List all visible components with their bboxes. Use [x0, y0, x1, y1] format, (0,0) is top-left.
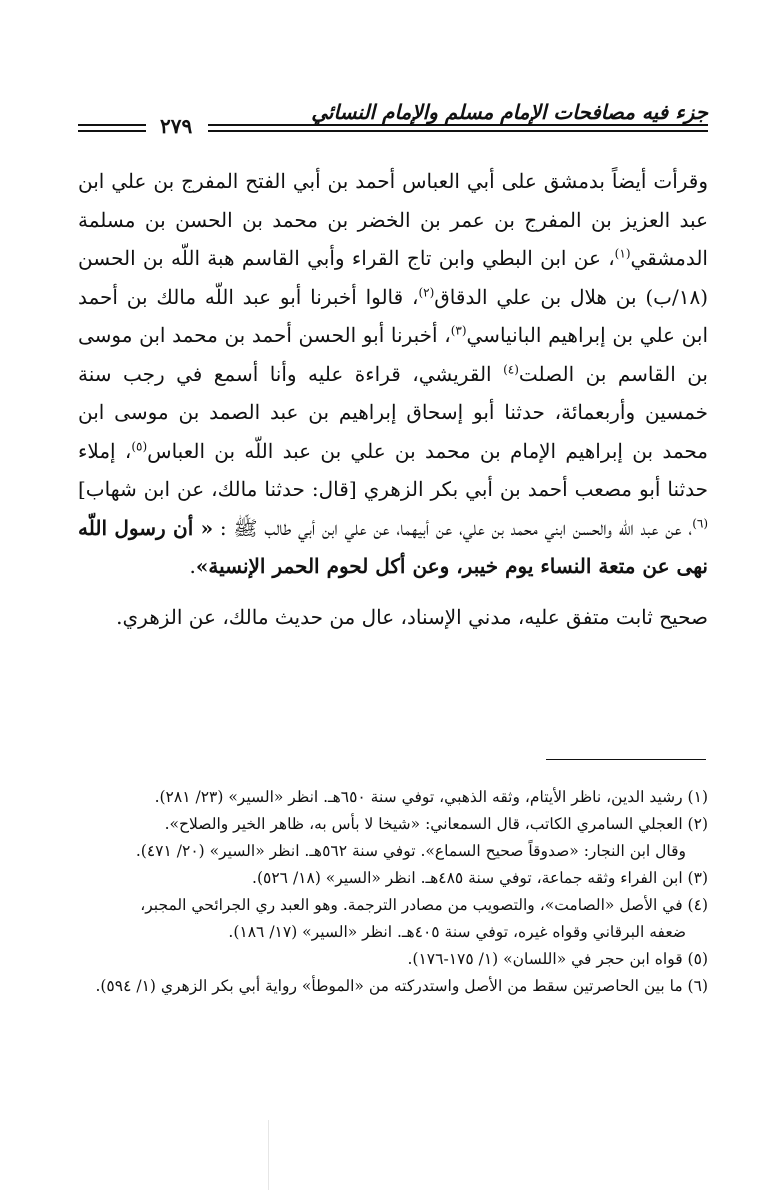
footnote: (٤) في الأصل «الصامت»، والتصويب من مصادر الترجمة. وهو العبد ري الجرائحي المجبر،: [140, 896, 708, 914]
footnote-continuation: وقال ابن النجار: «صدوقاً صحيح السماع». توفي سنة ٥٦٢هـ. انظر «السير» (٢٠/ ٤٧١).: [135, 842, 686, 860]
footnote-ref: (٦): [692, 515, 709, 530]
footnote-continuation: ضعفه البرقاني وقواه غيره، توفي سنة ٤٠٥هـ. انظر «السير» (١٧/ ١٨٦).: [228, 923, 686, 941]
text-segment: وقرأت أيضاً بدمشق على أبي العباس أحمد بن أبي الفتح المفرج بن علي ابن عبد العزيز بن المفرج بن عمر بن الخضر بن محمد بن الحسن بن مسلمة الدمشقي: [78, 169, 708, 270]
text-segment: ، عن عبد اللّه والحسن ابني محمد بن علي، عن أبيهما، عن علي ابن أبي طالب ﷺ :: [213, 515, 693, 540]
header-rule-right-2: [208, 130, 708, 132]
footnote-ref: (٣): [450, 323, 467, 338]
text-segment: .: [189, 554, 196, 578]
footnote-ref: (٤): [503, 361, 519, 376]
footnote: (٢) العجلي السامري الكاتب، قال السمعاني: «شيخا لا بأس به، ظاهر الخير والصلاح».: [164, 815, 708, 833]
grading-paragraph: صحيح ثابت متفق عليه، مدني الإسناد، عال من حديث مالك، عن الزهري.: [116, 604, 708, 629]
hadith-text: « أن رسول اللّه نهى عن متعة النساء يوم خيبر، وعن أكل لحوم الحمر الإنسية»: [78, 515, 708, 578]
header-rule-right: [208, 124, 708, 126]
footnote: (٦) ما بين الحاصرتين سقط من الأصل واستدركته من «الموطأ» رواية أبي بكر الزهري (١/ ٥٩٤).: [95, 977, 708, 995]
text-segment: ، عن ابن البطي وابن تاج القراء وأبي القاسم هبة اللّه بن الحسن (١٨/ب) بن هلال بن علي الدقاق: [78, 246, 709, 309]
header-rule-left-2: [78, 130, 146, 132]
footnote-ref: (١): [614, 246, 631, 261]
text-segment: ، أخبرنا أبو الحسن أحمد بن محمد ابن موسى بن القاسم بن الصلت: [78, 323, 708, 386]
footnote-ref: (٥): [131, 438, 148, 453]
text-segment: ، إملاء حدثنا أبو مصعب أحمد بن أبي بكر الزهري [قال: حدثنا مالك، عن ابن شهاب]: [78, 438, 708, 501]
isnad-paragraph: [78, 162, 708, 586]
running-title: جزء فيه مصافحات الإمام مسلم والإمام النسائي: [311, 100, 708, 124]
text-segment: ، قالوا أخبرنا أبو عبد اللّه مالك بن أحمد ابن علي بن إبراهيم البانياسي: [78, 284, 708, 347]
footnote: (٥) قواه ابن حجر في «اللسان» (١/ ١٧٥-١٧٦).: [407, 950, 708, 968]
main-text: [78, 162, 708, 636]
text-segment: القريشي، قراءة عليه وأنا أسمع في رجب سنة خمسين وأربعمائة، حدثنا أبو إسحاق إبراهيم بن عبد الصمد بن موسى ابن محمد بن إبراهيم الإمام بن محمد بن علي بن عبد اللّه بن العباس: [78, 361, 709, 463]
header-rule-left: [78, 124, 146, 126]
footnotes: [78, 784, 708, 1000]
page-number: ٢٧٩: [160, 114, 193, 138]
footnote: (١) رشيد الدين، ناظر الأيتام، وثقه الذهبي، توفي سنة ٦٥٠هـ. انظر «السير» (٢٣/ ٢٨١).: [154, 788, 708, 806]
footnote-separator: [546, 759, 706, 760]
scan-artifact-line: [268, 1120, 269, 1190]
running-header: [78, 100, 708, 136]
footnote-ref: (٢): [418, 284, 435, 299]
footnote: (٣) ابن الفراء وثقه جماعة، توفي سنة ٤٨٥هـ. انظر «السير» (١٨/ ٥٢٦).: [252, 869, 708, 887]
